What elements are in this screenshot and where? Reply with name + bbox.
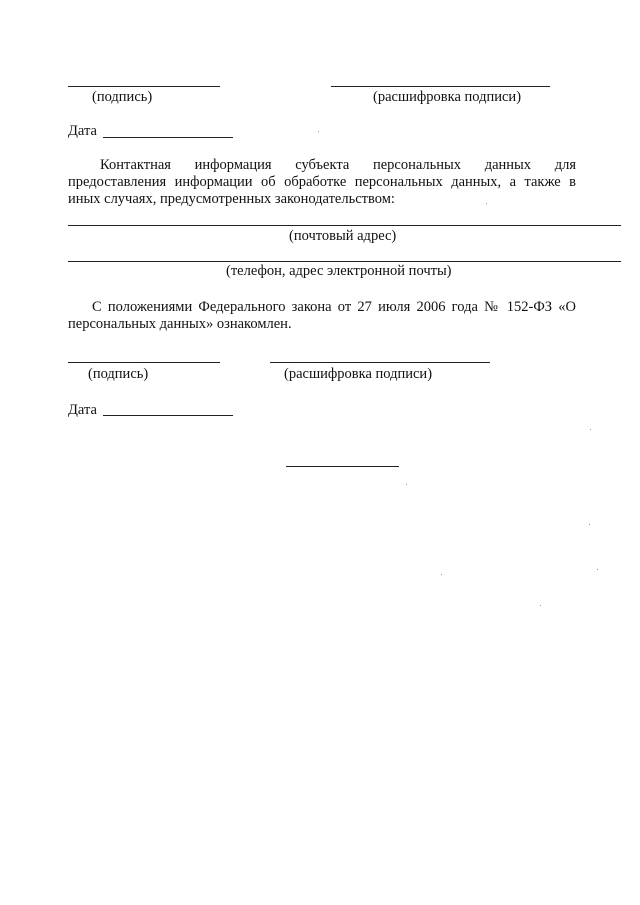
signature-caption-2: (подпись) bbox=[88, 366, 149, 382]
scan-speck bbox=[590, 429, 591, 430]
closing-separator-line bbox=[286, 466, 399, 467]
phone-email-caption: (телефон, адрес электронной почты) bbox=[226, 263, 452, 279]
contact-info-line-3: иных случаях, предусмотренных законодательством: bbox=[68, 191, 395, 207]
signature-decoding-line bbox=[331, 86, 550, 87]
date-line bbox=[103, 137, 233, 138]
scan-speck bbox=[597, 569, 598, 570]
scan-speck bbox=[441, 574, 442, 575]
signature-line bbox=[68, 86, 220, 87]
contact-info-line-1: Контактная информация субъекта персональных данных для bbox=[100, 157, 576, 173]
phone-email-line bbox=[68, 261, 621, 262]
date-label-2: Дата bbox=[68, 402, 97, 418]
signature-caption: (подпись) bbox=[92, 89, 153, 105]
signature-decoding-caption-2: (расшифровка подписи) bbox=[284, 366, 433, 382]
signature-decoding-line-2 bbox=[270, 362, 490, 363]
scan-speck bbox=[589, 524, 590, 525]
scan-speck bbox=[318, 131, 319, 132]
contact-info-line-2: предоставления информации об обработке персональных данных, а также в bbox=[68, 174, 576, 190]
acknowledgement-line-2: персональных данных» ознакомлен. bbox=[68, 316, 292, 332]
signature-decoding-caption: (расшифровка подписи) bbox=[373, 89, 522, 105]
postal-address-line bbox=[68, 225, 621, 226]
date-label: Дата bbox=[68, 123, 97, 139]
scan-speck bbox=[406, 484, 407, 485]
postal-address-caption: (почтовый адрес) bbox=[289, 228, 397, 244]
scan-speck bbox=[486, 203, 487, 204]
date-line-2 bbox=[103, 415, 233, 416]
acknowledgement-line-1: С положениями Федерального закона от 27 июля 2006 года № 152-ФЗ «О bbox=[92, 299, 576, 315]
signature-line-2 bbox=[68, 362, 220, 363]
scan-speck bbox=[540, 605, 541, 606]
